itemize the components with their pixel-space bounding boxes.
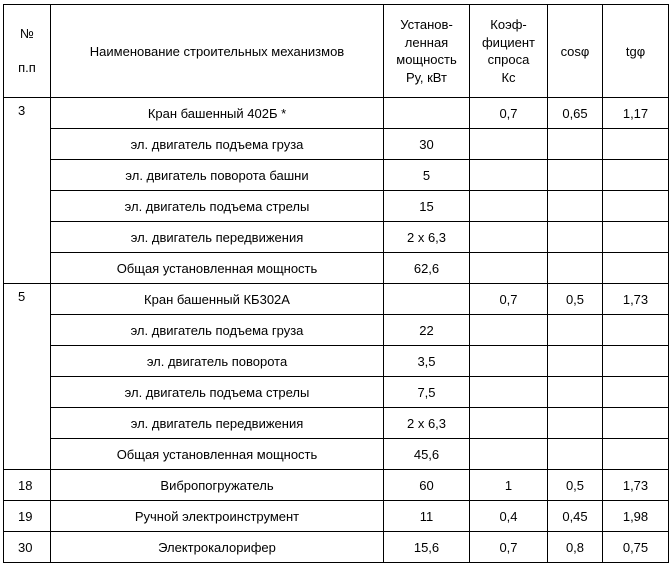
group-tg: 1,73: [603, 284, 669, 315]
single-tg: 1,98: [603, 501, 669, 532]
row-name: эл. двигатель передвижения: [51, 222, 384, 253]
table-row: [4, 129, 669, 160]
row-power: 2 x 6,3: [384, 408, 470, 439]
header-power-line: Ру, кВт: [406, 69, 447, 85]
header-power: [384, 5, 470, 98]
row-name: эл. двигатель поворота: [51, 346, 384, 377]
row-cos: [548, 439, 603, 470]
group-power: [384, 98, 470, 129]
row-power: 7,5: [384, 377, 470, 408]
single-num: 30: [4, 532, 51, 563]
row-kc: [470, 346, 548, 377]
group-num: 3: [4, 98, 51, 284]
row-kc: [470, 408, 548, 439]
single-power: 15,6: [384, 532, 470, 563]
row-power: 3,5: [384, 346, 470, 377]
single-kc: 0,4: [470, 501, 548, 532]
group-cos: 0,5: [548, 284, 603, 315]
row-kc: [470, 191, 548, 222]
header-kc-line: Коэф-: [490, 17, 527, 32]
single-row: [4, 532, 669, 563]
row-name: Общая установленная мощность: [51, 253, 384, 284]
group-tg: 1,17: [603, 98, 669, 129]
row-cos: [548, 346, 603, 377]
single-num: 19: [4, 501, 51, 532]
row-name: эл. двигатель подъема груза: [51, 129, 384, 160]
table-row: [4, 222, 669, 253]
header-power-line: Установ-: [400, 17, 453, 32]
row-tg: [603, 377, 669, 408]
single-kc: 0,7: [470, 532, 548, 563]
single-cos: 0,8: [548, 532, 603, 563]
single-row: [4, 470, 669, 501]
group-kc: 0,7: [470, 98, 548, 129]
single-name: Ручной электроинструмент: [51, 501, 384, 532]
row-name: эл. двигатель подъема стрелы: [51, 377, 384, 408]
row-power: 62,6: [384, 253, 470, 284]
header-num-line2: п.п: [18, 60, 36, 75]
row-tg: [603, 191, 669, 222]
row-tg: [603, 315, 669, 346]
row-power: 30: [384, 129, 470, 160]
row-tg: [603, 346, 669, 377]
single-cos: 0,5: [548, 470, 603, 501]
table-row: [4, 346, 669, 377]
single-kc: 1: [470, 470, 548, 501]
equipment-table: [3, 4, 669, 563]
row-kc: [470, 377, 548, 408]
row-tg: [603, 408, 669, 439]
group-row: [4, 98, 669, 129]
row-cos: [548, 160, 603, 191]
equipment-table-container: [3, 4, 669, 563]
row-power: 5: [384, 160, 470, 191]
table-row: [4, 408, 669, 439]
single-tg: 0,75: [603, 532, 669, 563]
table-row: [4, 160, 669, 191]
row-power: 45,6: [384, 439, 470, 470]
single-power: 11: [384, 501, 470, 532]
header-kc-line: Кс: [501, 69, 516, 85]
group-name: Кран башенный 402Б *: [51, 98, 384, 129]
group-num: 5: [4, 284, 51, 470]
group-row: [4, 284, 669, 315]
group-name: Кран башенный КБ302А: [51, 284, 384, 315]
row-cos: [548, 222, 603, 253]
row-cos: [548, 315, 603, 346]
single-row: [4, 501, 669, 532]
single-num: 18: [4, 470, 51, 501]
row-power: 2 x 6,3: [384, 222, 470, 253]
row-name: эл. двигатель передвижения: [51, 408, 384, 439]
table-row: [4, 315, 669, 346]
header-kc-line: спроса: [487, 52, 530, 67]
table-row: [4, 377, 669, 408]
row-power: 22: [384, 315, 470, 346]
row-kc: [470, 160, 548, 191]
group-kc: 0,7: [470, 284, 548, 315]
single-tg: 1,73: [603, 470, 669, 501]
row-power: 15: [384, 191, 470, 222]
header-num-line1: №: [20, 26, 34, 41]
row-tg: [603, 222, 669, 253]
header-cos: cosφ: [548, 5, 603, 98]
single-power: 60: [384, 470, 470, 501]
row-tg: [603, 253, 669, 284]
row-name: эл. двигатель поворота башни: [51, 160, 384, 191]
single-name: Вибропогружатель: [51, 470, 384, 501]
row-cos: [548, 191, 603, 222]
table-row: [4, 191, 669, 222]
row-tg: [603, 160, 669, 191]
row-name: Общая установленная мощность: [51, 439, 384, 470]
row-kc: [470, 253, 548, 284]
row-tg: [603, 129, 669, 160]
table-row: [4, 439, 669, 470]
row-kc: [470, 315, 548, 346]
row-cos: [548, 253, 603, 284]
group-cos: 0,65: [548, 98, 603, 129]
single-name: Электрокалорифер: [51, 532, 384, 563]
table-row: [4, 253, 669, 284]
row-tg: [603, 439, 669, 470]
group-power: [384, 284, 470, 315]
header-power-line: ленная: [404, 34, 449, 50]
header-name: Наименование строительных механизмов: [51, 5, 384, 98]
row-kc: [470, 439, 548, 470]
row-name: эл. двигатель подъема груза: [51, 315, 384, 346]
header-num: [4, 5, 51, 98]
header-tg: tgφ: [603, 5, 669, 98]
row-cos: [548, 408, 603, 439]
header-row: [4, 5, 669, 98]
single-cos: 0,45: [548, 501, 603, 532]
row-name: эл. двигатель подъема стрелы: [51, 191, 384, 222]
header-power-line: мощность: [396, 52, 457, 67]
row-cos: [548, 377, 603, 408]
header-kc: [470, 5, 548, 98]
row-cos: [548, 129, 603, 160]
header-kc-line: фициент: [481, 34, 536, 50]
row-kc: [470, 222, 548, 253]
row-kc: [470, 129, 548, 160]
